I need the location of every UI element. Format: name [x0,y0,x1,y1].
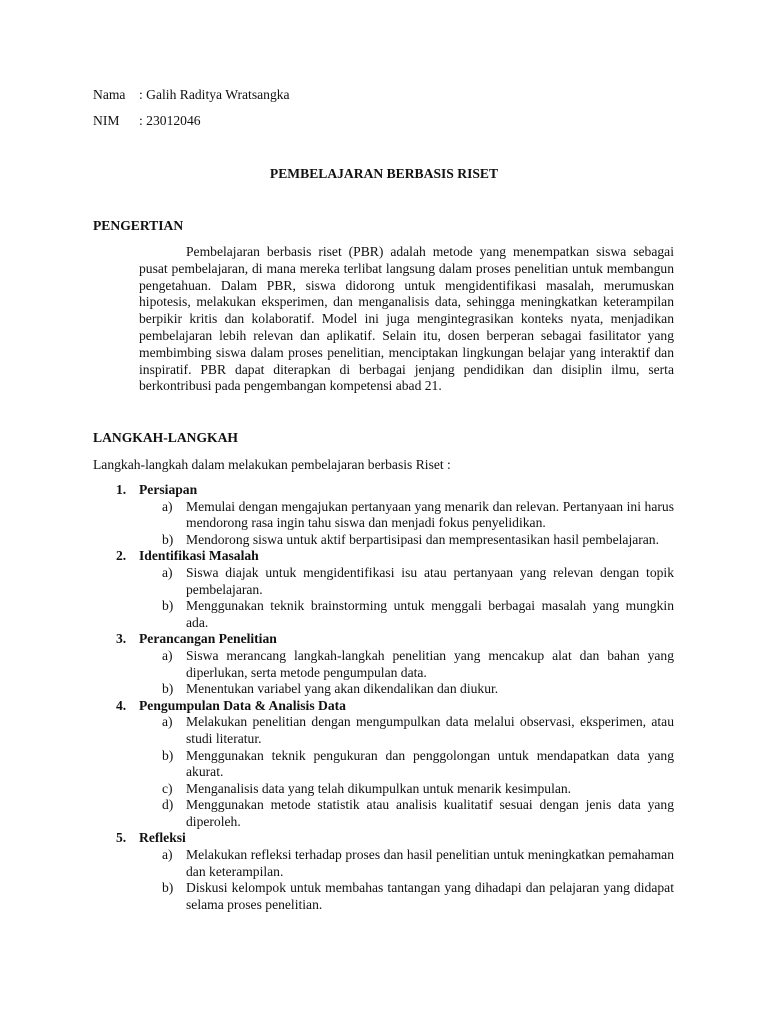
substep-item [93,648,674,681]
substep-item [93,714,674,747]
substep-item [93,748,674,781]
substep-text: Menggunakan teknik brainstorming untuk menggali berbagai masalah yang mungkin ada. [186,598,674,630]
nim-row [93,113,593,130]
substep-text: Melakukan refleksi terhadap proses dan hasil penelitian untuk meningkatkan pemahaman dan keterampilan. [186,847,674,879]
substep-item [93,598,674,631]
substep-letter: a) [162,847,173,863]
substep-text: Diskusi kelompok untuk membahas tantangan yang dihadapi dan pelajaran yang didapat selama proses penelitian. [186,880,674,912]
substep-letter: a) [162,498,173,514]
substep-item [93,880,674,913]
substep-item [93,681,674,698]
substep-item [93,781,674,798]
substep-text: Memulai dengan mengajukan pertanyaan yang menarik dan relevan. Pertanyaan ini harus mendorong rasa ingin tahu siswa dan menjadi fokus penyelidikan. [186,498,674,531]
step-substeps [93,714,674,830]
step-number: 1. [116,482,127,497]
step-heading [93,631,674,648]
langkah-heading: LANGKAH-LANGKAH [93,430,239,445]
step-title: Identifikasi Masalah [139,548,259,564]
step-substeps [93,847,674,913]
substep-letter: a) [162,647,173,663]
step-substeps [93,565,674,631]
substep-text: Menganalisis data yang telah dikumpulkan untuk menarik kesimpulan. [186,780,572,796]
step-item [93,631,674,697]
step-heading [93,830,674,847]
step-substeps [93,648,674,698]
pengertian-paragraph: Pembelajaran berbasis riset (PBR) adalah metode yang menempatkan siswa sebagai pusat pembelajaran, di mana mereka terlibat langsung dalam proses penelitian untuk membangun pengetahuan. Dalam PBR, siswa didorong untuk mengidentifikasi masalah, merumuskan hipotesis, melakukan eksperimen, dan menganalisis data, sehingga meningkatkan keterampilan berpikir kritis dan kolaboratif. Model ini juga mengintegrasikan konteks nyata, menjadikan pembelajaran lebih relevan dan aplikatif. Selain itu, dosen berperan sebagai fasilitator yang membimbing siswa dalam proses penelitian, menciptakan lingkungan belajar yang interaktif dan inspiratif. PBR dapat diterapkan di berbagai jenjang pendidikan dan disiplin ilmu, serta berkontribusi pada pengembangan kompetensi abad 21. [139,244,674,394]
langkah-intro: Langkah-langkah dalam melakukan pembelajaran berbasis Riset : [93,457,451,472]
step-item [93,548,674,631]
substep-text: Menggunakan metode statistik atau analisis kualitatif sesuai dengan jenis data yang diperoleh. [186,797,674,829]
step-title: Pengumpulan Data & Analisis Data [139,697,346,713]
substep-item [93,797,674,830]
pengertian-heading: PENGERTIAN [93,218,184,233]
substep-item [93,565,674,598]
substep-text: Menggunakan teknik pengukuran dan penggolongan untuk mendapatkan data yang akurat. [186,747,674,780]
substep-letter: b) [162,681,174,697]
step-item [93,830,674,913]
steps-list [93,482,674,913]
step-item [93,482,674,548]
step-title: Perancangan Penelitian [139,631,277,647]
step-heading [93,482,674,499]
nim-value: : 23012046 [139,113,201,128]
step-heading [93,698,674,715]
substep-text: Menentukan variabel yang akan dikendalikan dan diukur. [186,681,499,697]
substep-item [93,499,674,532]
substep-text: Melakukan penelitian dengan mengumpulkan data melalui observasi, eksperimen, atau studi literatur. [186,714,674,746]
step-number: 2. [116,548,127,564]
substep-letter: b) [162,747,174,763]
step-item [93,698,674,831]
substep-letter: c) [162,780,173,796]
nim-label: NIM [93,113,120,128]
document-title: PEMBELAJARAN BERBASIS RISET [269,166,499,181]
step-heading [93,548,674,565]
substep-letter: b) [162,598,174,614]
substep-item [93,532,674,549]
substep-letter: b) [162,531,174,547]
substep-letter: a) [162,714,173,730]
step-title: Refleksi [139,830,186,846]
step-number: 5. [116,830,127,846]
substep-letter: d) [162,797,174,813]
step-number: 4. [116,697,127,713]
substep-item [93,847,674,880]
substep-text: Siswa merancang langkah-langkah penelitian yang mencakup alat dan bahan yang diperlukan, serta metode pengumpulan data. [186,647,674,680]
name-label: Nama [93,87,126,102]
substep-letter: a) [162,564,173,580]
substep-text: Mendorong siswa untuk aktif berpartisipasi dan mempresentasikan hasil pembelajaran. [186,531,660,547]
substep-text: Siswa diajak untuk mengidentifikasi isu atau pertanyaan yang relevan dengan topik pembelajaran. [186,564,674,597]
name-value: : Galih Raditya Wratsangka [139,87,290,102]
name-row [93,87,593,104]
step-substeps [93,499,674,549]
step-number: 3. [116,631,127,647]
step-title: Persiapan [139,482,198,497]
substep-letter: b) [162,880,174,896]
